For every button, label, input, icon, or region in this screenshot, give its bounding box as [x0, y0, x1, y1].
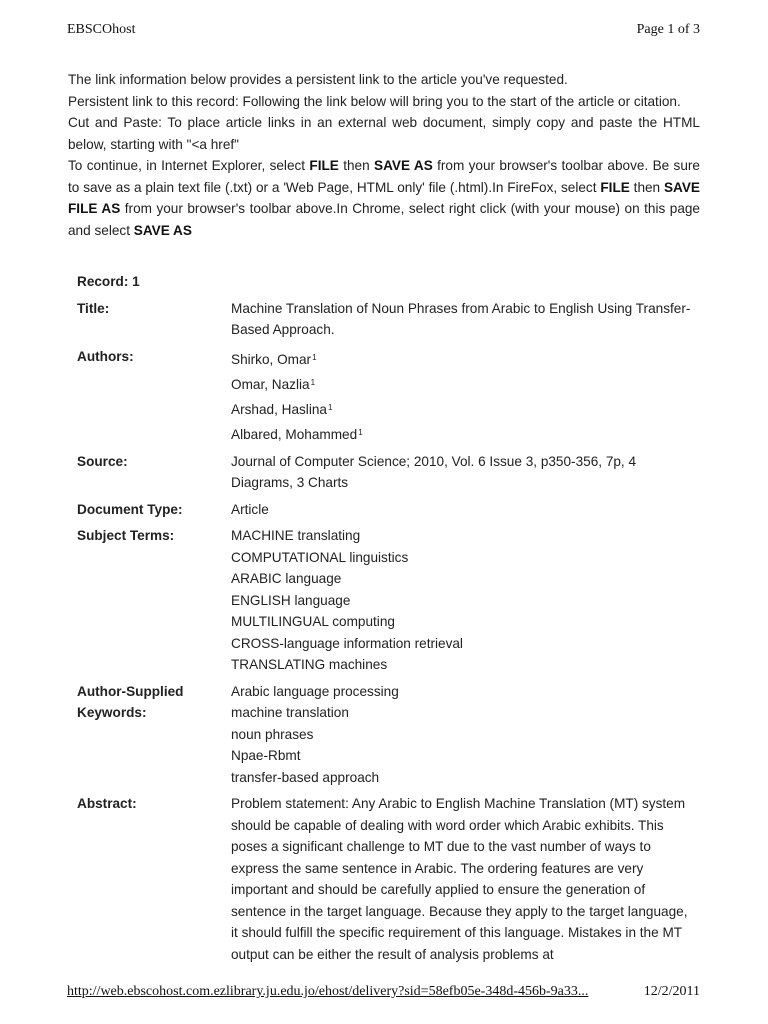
subject-term: TRANSLATING machines [231, 657, 388, 672]
abstract-text: Problem statement: Any Arabic to English Machine Translation (MT) system should be capable of dealing with word order which Arabic exhibits. This poses a significant challenge to MT due to the vast number of ways to express the same sentence in Arabic. The ordering features are very important and should be carefully applied to ensure the generation of sentence in the target language. Because they apply to the target language, it should fulfill the specific requirement of this language. Mistakes in the MT output can be either the result of analysis problems at [231, 796, 688, 962]
abstract-row [77, 793, 697, 965]
keywords-row [77, 681, 697, 789]
save-instructions: To continue, in Internet Explorer, select FILE then SAVE AS from your browser's toolbar above. Be sure to save as a plain text file (.txt) or a 'Web Page, HTML only' file (.html).In FireFox, select FILE then SAVE FILE AS from your browser's toolbar above.In Chrome, select right click (with your mouse) on this page and select SAVE AS [68, 158, 700, 238]
source-row [77, 451, 697, 494]
intro-line-2: Persistent link to this record: Following the link below will bring you to the start of the article or citation. [68, 93, 681, 109]
intro-text [68, 69, 700, 241]
author: Arshad, Haslina$^1$ [231, 401, 333, 417]
subject-term: MULTILINGUAL computing [231, 614, 395, 629]
document-type-value: Article [231, 501, 269, 517]
title-label: Title: [77, 300, 110, 316]
keyword: machine translation [231, 705, 349, 720]
record-number: Record: 1 [77, 274, 140, 289]
page-header [67, 22, 700, 42]
source-value: Journal of Computer Science; 2010, Vol. 6 Issue 3, p350-356, 7p, 4 Diagrams, 3 Charts [231, 453, 637, 490]
record-details [77, 271, 697, 970]
intro-line-3: Cut and Paste: To place article links in an external web document, simply copy and paste the HTML below, starting with "<a href" [68, 115, 700, 152]
brand-name: EBSCOhost [67, 22, 136, 37]
print-date: 12/2/2011 [643, 984, 700, 999]
subject-term: CROSS-language information retrieval [231, 635, 463, 651]
subject-term: ENGLISH language [231, 592, 351, 608]
author: Omar, Nazlia$^1$ [231, 376, 316, 392]
article-title: Machine Translation of Noun Phrases from Arabic to English Using Transfer-Based Approach. [231, 300, 691, 337]
subject-term: MACHINE translating [231, 528, 361, 543]
abstract-label: Abstract: [77, 796, 137, 811]
keyword: Arabic language processing [231, 683, 399, 699]
author: Shirko, Omar$^1$ [231, 351, 317, 367]
page-indicator: Page 1 of 3 [636, 22, 700, 37]
subject-terms-label: Subject Terms: [77, 528, 175, 543]
authors-label: Authors: [77, 348, 134, 364]
subject-terms-row [77, 525, 697, 676]
subject-term: ARABIC language [231, 571, 342, 586]
subject-term: COMPUTATIONAL linguistics [231, 549, 409, 565]
authors-row [77, 346, 697, 446]
authors-list [231, 346, 697, 446]
keyword: Npae-Rbmt [231, 748, 301, 763]
keywords-list [231, 681, 697, 789]
keyword: noun phrases [231, 726, 314, 742]
intro-line-1: The link information below provides a persistent link to the article you've requested. [68, 72, 568, 87]
author: Albared, Mohammed$^1$ [231, 426, 363, 442]
keyword: transfer-based approach [231, 769, 380, 785]
title-row [77, 298, 697, 341]
keywords-label: Author-Supplied Keywords: [77, 683, 184, 720]
subject-terms-list [231, 525, 697, 676]
record-number-row [77, 271, 697, 293]
page-footer [67, 984, 700, 1004]
document-type-label: Document Type: [77, 501, 183, 517]
document-type-row [77, 499, 697, 521]
source-label: Source: [77, 453, 128, 469]
persistent-link[interactable]: http://web.ebscohost.com.ezlibrary.ju.edu.jo/ehost/delivery?sid=58efb05e-348d-456b-9a33... [67, 984, 589, 999]
